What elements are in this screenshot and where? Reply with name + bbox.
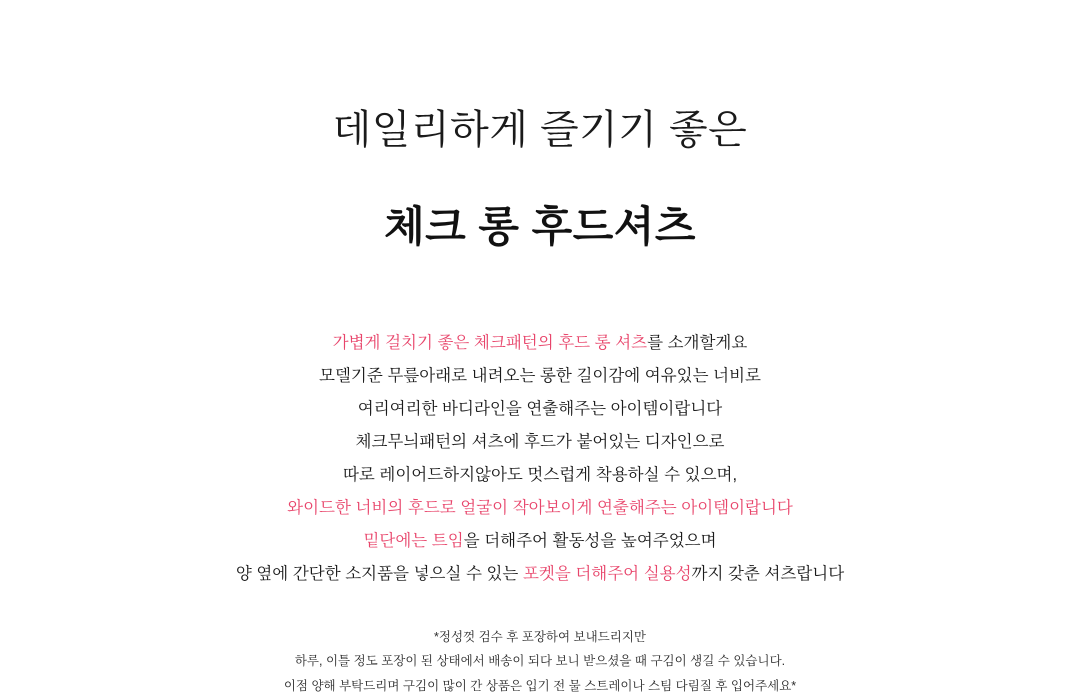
description-line	[236, 327, 844, 360]
care-notice-line: *정성껏 검수 후 포장하여 보내드리지만	[434, 630, 646, 645]
description-text: 양 옆에 간단한 소지품을 넣으실 수 있는	[235, 565, 523, 584]
description-line	[236, 459, 844, 492]
description-text: 을 더해주어 활동성을 높여주었으며	[463, 532, 717, 551]
description-text: 를 소개할게요	[647, 334, 748, 353]
description-line	[236, 393, 844, 426]
care-notice-block	[284, 625, 796, 698]
care-notice-line: 하루, 이틀 정도 포장이 된 상태에서 배송이 되다 보니 받으셨을 때 구김이 생길 수 있습니다.	[294, 654, 786, 669]
description-accent-text: 와이드한 너비의 후드로 얼굴이 작아보이게 연출해주는 아이템이랍니다	[287, 499, 793, 518]
description-line	[236, 525, 844, 558]
description-block	[236, 327, 844, 591]
description-line	[236, 492, 844, 525]
description-accent-text: 가볍게 걸치기 좋은 체크패턴의 후드 롱 셔츠	[332, 334, 648, 353]
care-notice-line: 이점 양해 부탁드리며 구김이 많이 간 상품은 입기 전 물 스트레이나 스팀 다림질 후 입어주세요*	[283, 678, 797, 693]
description-text: 따로 레이어드하지않아도 멋스럽게 착용하실 수 있으며,	[342, 466, 738, 485]
headline-subtitle: 데일리하게 즐기기 좋은	[332, 108, 748, 153]
description-accent-text: 포켓을 더해주어 실용성	[522, 565, 692, 584]
description-text: 체크무늬패턴의 셔츠에 후드가 붙어있는 디자인으로	[355, 433, 725, 452]
description-line	[236, 426, 844, 459]
description-line	[236, 360, 844, 393]
description-text: 모델기준 무릎아래로 내려오는 롱한 길이감에 여유있는 너비로	[319, 367, 761, 386]
description-line	[236, 558, 844, 591]
description-text: 여리여리한 바디라인을 연출해주는 아이템이랍니다	[357, 400, 723, 419]
description-accent-text: 밑단에는 트임	[363, 532, 464, 551]
description-text: 까지 갖춘 셔츠랍니다	[691, 565, 845, 584]
headline-title: 체크 롱 후드셔츠	[384, 203, 696, 251]
